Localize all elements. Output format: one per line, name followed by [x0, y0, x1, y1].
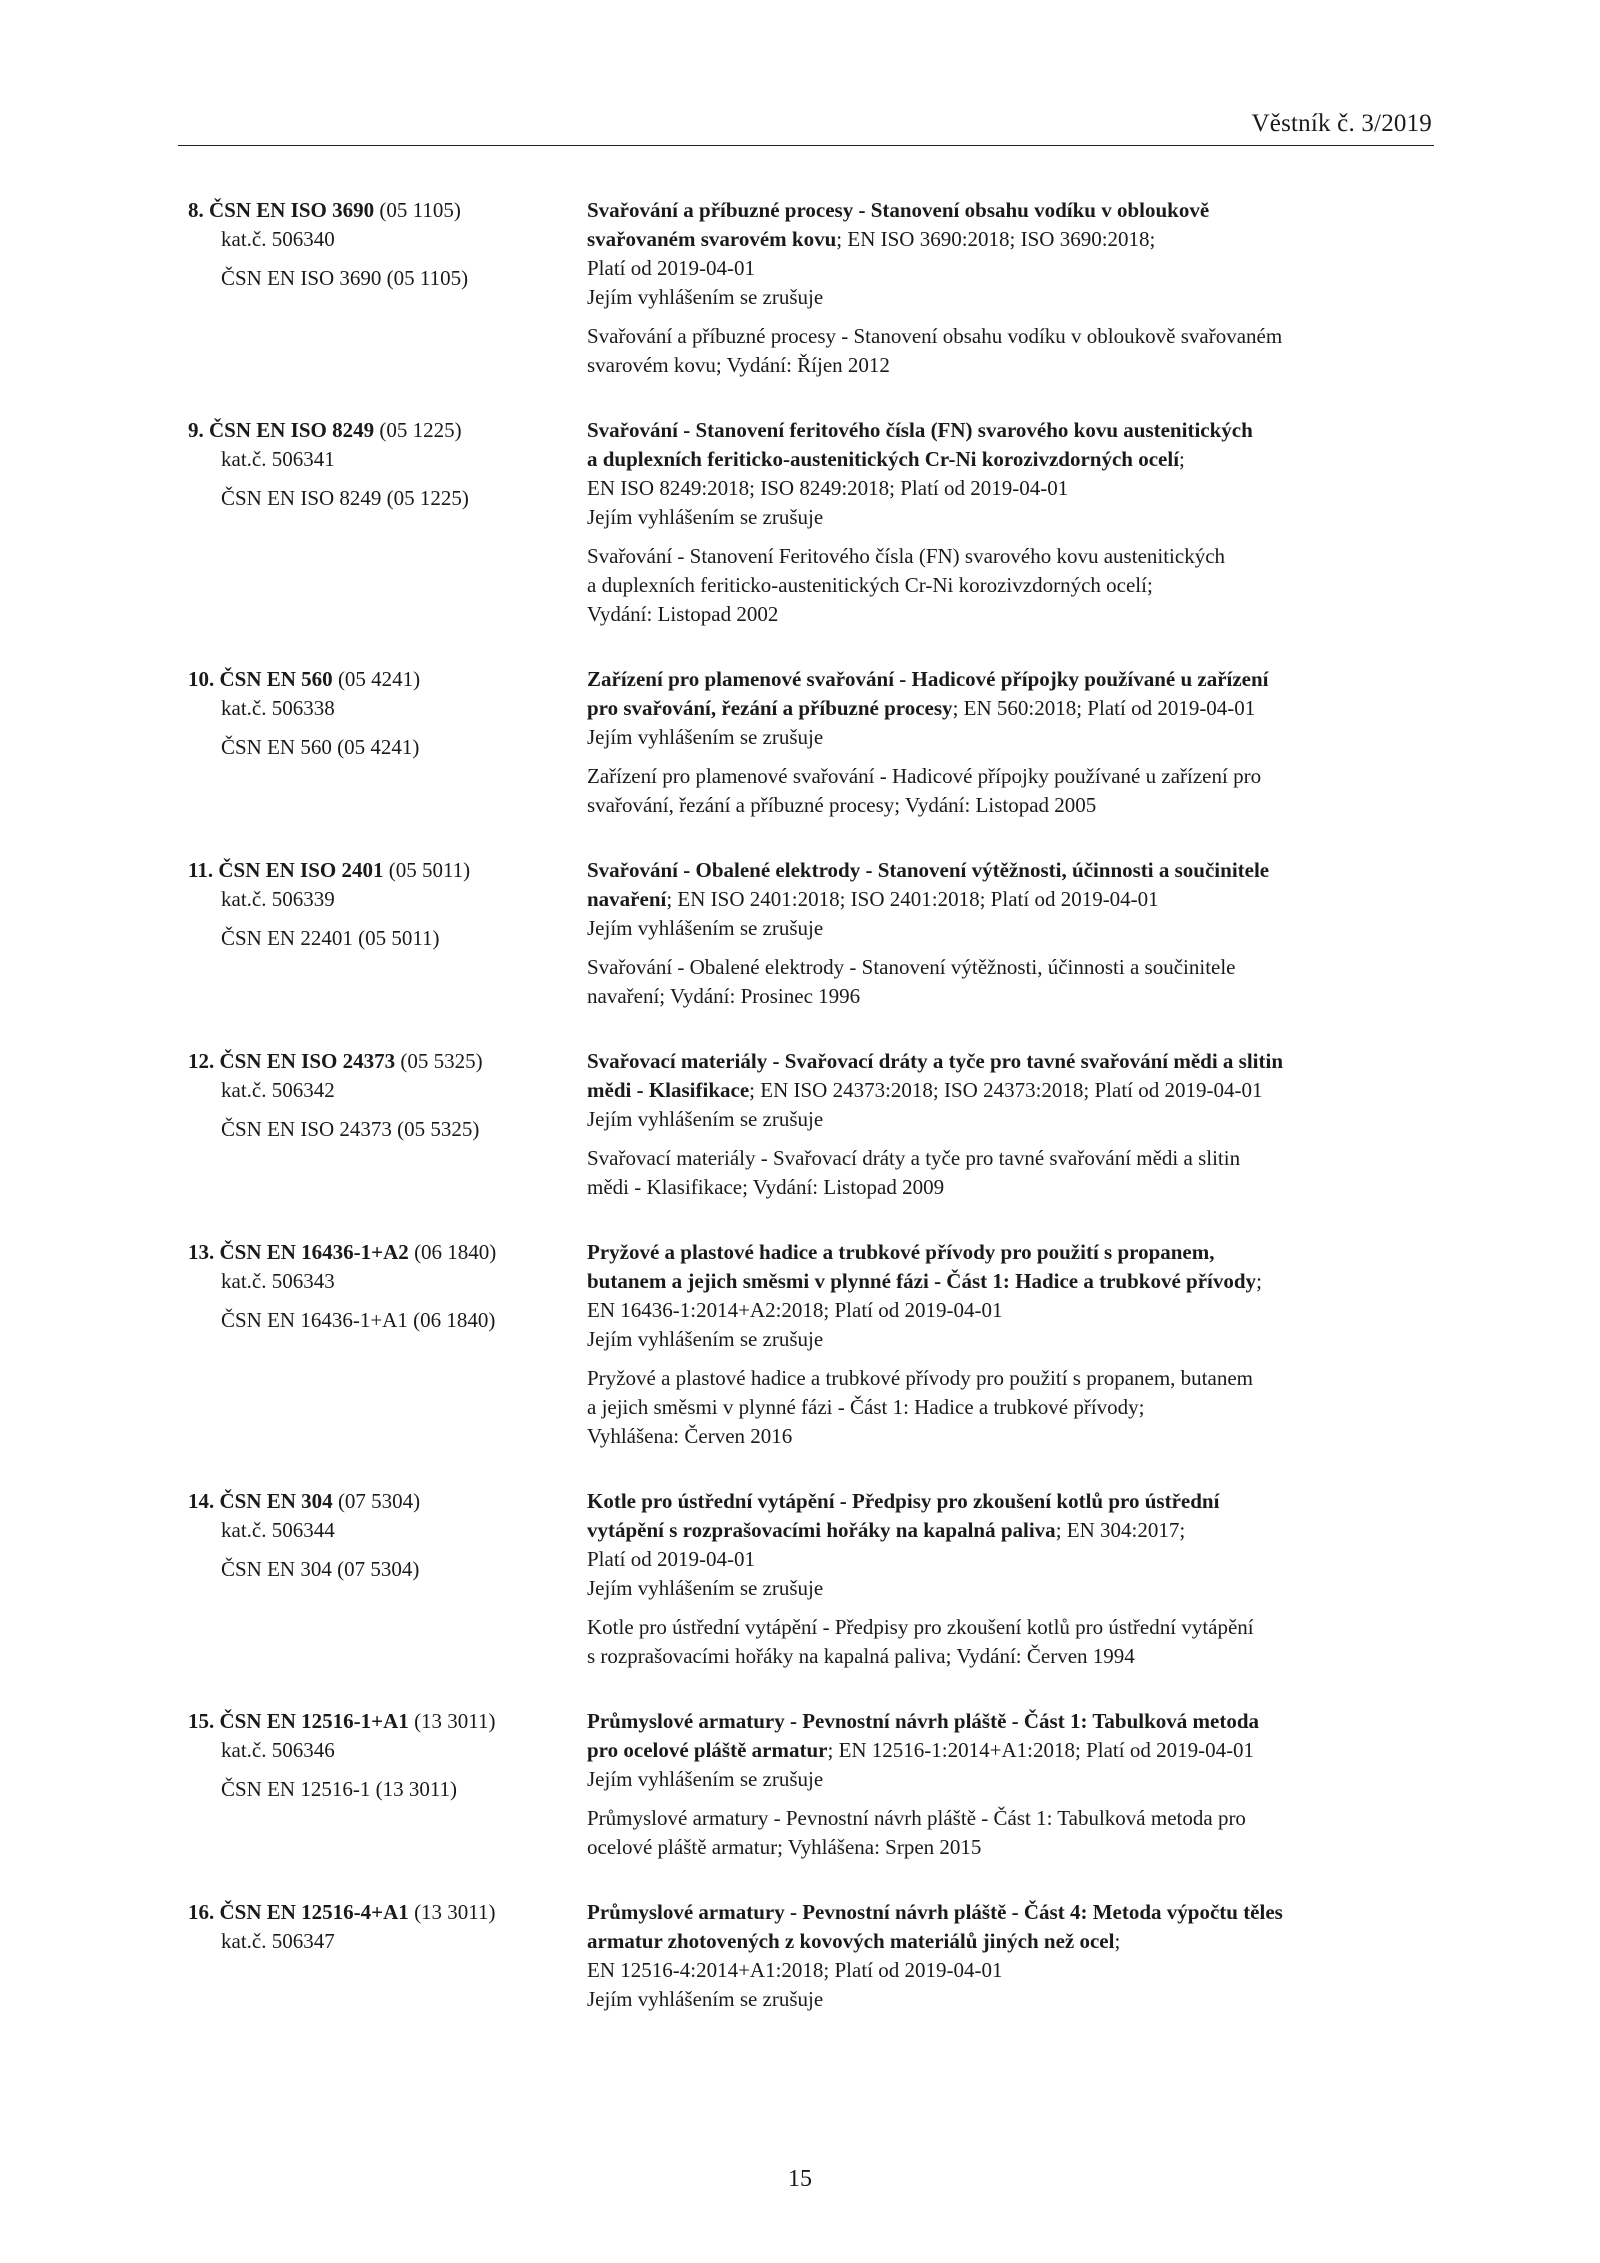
entry-number: 10.	[188, 667, 215, 691]
entry-description	[587, 856, 1438, 1011]
replaced-standard-description	[587, 322, 1438, 380]
standard-entry	[188, 1238, 1438, 1451]
standard-reference: ; EN 12516-1:2014+A1:2018; Platí od 2019-04-01	[827, 1738, 1255, 1762]
replaced-description-line: Zařízení pro plamenové svařování - Hadicové přípojky používané u zařízení pro	[587, 764, 1262, 788]
entry-description	[587, 1487, 1438, 1671]
standard-code: ČSN EN 560	[219, 667, 333, 691]
replaced-standard-code: ČSN EN ISO 8249 (05 1225)	[221, 486, 469, 510]
standard-code: ČSN EN ISO 24373	[219, 1049, 396, 1073]
replaced-standard-code: ČSN EN 22401 (05 5011)	[221, 926, 440, 950]
replaced-standard-description	[587, 1144, 1438, 1202]
entry-heading	[188, 1047, 587, 1076]
entry-number: 14.	[188, 1489, 215, 1513]
entry-number: 15.	[188, 1709, 215, 1733]
standard-title-line: Svařování - Obalené elektrody - Stanovení výtěžnosti, účinnosti a součinitele	[587, 858, 1270, 882]
classification-code: (05 1225)	[379, 418, 462, 442]
replaced-description-line: Svařování - Stanovení Feritového čísla (FN) svarového kovu austenitických	[587, 544, 1226, 568]
standard-title-line: navaření	[587, 887, 667, 911]
replaced-description-line: navaření; Vydání: Prosinec 1996	[587, 984, 861, 1008]
standard-title-block	[587, 1898, 1438, 1956]
standard-reference: ;	[1256, 1269, 1262, 1293]
entry-description	[587, 1707, 1438, 1862]
entry-heading	[188, 856, 587, 885]
standard-title-line: armatur zhotovených z kovových materiálů jiných než ocel	[587, 1929, 1115, 1953]
entry-description	[587, 1898, 1438, 2014]
catalog-number: kat.č. 506338	[221, 696, 335, 720]
replaced-description-line: Pryžové a plastové hadice a trubkové přívody pro použití s propanem, butanem	[587, 1366, 1253, 1390]
standard-title-line: Průmyslové armatury - Pevnostní návrh pláště - Část 1: Tabulková metoda	[587, 1709, 1260, 1733]
entry-heading	[188, 1487, 587, 1516]
standard-reference: ;	[1179, 447, 1185, 471]
entry-number: 11.	[188, 858, 214, 882]
entry-number: 9.	[188, 418, 204, 442]
replaced-standard-code: ČSN EN ISO 3690 (05 1105)	[221, 266, 469, 290]
replaced-standard-description	[587, 1364, 1438, 1451]
replaced-standard-code: ČSN EN 304 (07 5304)	[221, 1557, 420, 1581]
validity-info-line: Jejím vyhlášením se zrušuje	[587, 1107, 824, 1131]
entry-description	[587, 416, 1438, 629]
catalog-number: kat.č. 506342	[221, 1078, 335, 1102]
standard-reference: ;	[1114, 1929, 1121, 1953]
standard-code: ČSN EN 304	[219, 1489, 333, 1513]
entry-number: 8.	[188, 198, 204, 222]
classification-code: (05 4241)	[337, 667, 421, 691]
standard-title-block	[587, 416, 1438, 474]
standard-title-line: butanem a jejich směsmi v plynné fázi - Část 1: Hadice a trubkové přívody	[587, 1269, 1257, 1293]
replaced-description-line: Vyhlášena: Červen 2016	[587, 1424, 793, 1448]
replaced-description-line: a duplexních feriticko-austenitických Cr-Ni korozivzdorných ocelí;	[587, 573, 1153, 597]
standard-title-line: Pryžové a plastové hadice a trubkové přívody pro použití s propanem,	[587, 1240, 1215, 1264]
replaced-description-line: Svařování - Obalené elektrody - Stanovení výtěžnosti, účinnosti a součinitele	[587, 955, 1236, 979]
standard-title-line: Zařízení pro plamenové svařování - Hadicové přípojky používané u zařízení	[587, 667, 1269, 691]
standard-title-block	[587, 1707, 1438, 1765]
standard-entry	[188, 1047, 1438, 1202]
standard-code: ČSN EN ISO 3690	[209, 198, 375, 222]
standard-entry	[188, 856, 1438, 1011]
standard-title-line: Svařování a příbuzné procesy - Stanovení obsahu vodíku v obloukově	[587, 198, 1210, 222]
entry-description	[587, 1047, 1438, 1202]
validity-info-line: Jejím vyhlášením se zrušuje	[587, 1987, 824, 2011]
entry-heading	[188, 196, 587, 225]
entry-heading	[188, 1707, 587, 1736]
standard-title-line: a duplexních feriticko-austenitických Cr-Ni korozivzdorných ocelí	[587, 447, 1180, 471]
standard-entry	[188, 1707, 1438, 1862]
standard-reference: ; EN ISO 3690:2018; ISO 3690:2018;	[836, 227, 1156, 251]
validity-info-line: Jejím vyhlášením se zrušuje	[587, 285, 824, 309]
replaced-standard-description	[587, 542, 1438, 629]
standard-entry	[188, 196, 1438, 380]
standard-reference: ; EN ISO 2401:2018; ISO 2401:2018; Platí od 2019-04-01	[666, 887, 1159, 911]
catalog-number: kat.č. 506340	[221, 227, 335, 251]
catalog-number: kat.č. 506343	[221, 1269, 335, 1293]
standard-title-block	[587, 856, 1438, 914]
standard-title-block	[587, 1238, 1438, 1296]
entry-identifiers	[188, 1487, 587, 1671]
entry-description	[587, 196, 1438, 380]
standard-reference: ; EN 560:2018; Platí od 2019-04-01	[952, 696, 1256, 720]
replaced-standard-code: ČSN EN 16436-1+A1 (06 1840)	[221, 1308, 496, 1332]
replaced-description-line: Kotle pro ústřední vytápění - Předpisy pro zkoušení kotlů pro ústřední vytápění	[587, 1615, 1254, 1639]
standard-entry	[188, 416, 1438, 629]
entry-identifiers	[188, 1238, 587, 1451]
entry-identifiers	[188, 1047, 587, 1202]
standard-title-line: pro ocelové pláště armatur	[587, 1738, 828, 1762]
replaced-description-line: svařování, řezání a příbuzné procesy; Vydání: Listopad 2005	[587, 793, 1097, 817]
classification-code: (05 5011)	[388, 858, 471, 882]
validity-info-line: Platí od 2019-04-01	[587, 1547, 755, 1571]
standard-code: ČSN EN 12516-4+A1	[219, 1900, 409, 1924]
replaced-standard-description	[587, 1613, 1438, 1671]
entry-heading	[188, 1898, 587, 1927]
page-number: 15	[788, 2166, 812, 2192]
entry-heading	[188, 1238, 587, 1267]
validity-info-line: Jejím vyhlášením se zrušuje	[587, 505, 824, 529]
catalog-number: kat.č. 506339	[221, 887, 335, 911]
replaced-description-line: a jejich směsmi v plynné fázi - Část 1: Hadice a trubkové přívody;	[587, 1395, 1145, 1419]
standard-entry	[188, 665, 1438, 820]
replaced-description-line: Průmyslové armatury - Pevnostní návrh pláště - Část 1: Tabulková metoda pro	[587, 1806, 1246, 1830]
standards-list	[188, 196, 1438, 2014]
catalog-number: kat.č. 506344	[221, 1518, 335, 1542]
entry-heading	[188, 665, 587, 694]
standard-reference: ; EN ISO 24373:2018; ISO 24373:2018; Platí od 2019-04-01	[749, 1078, 1263, 1102]
replaced-description-line: Svařovací materiály - Svařovací dráty a tyče pro tavné svařování mědi a slitin	[587, 1146, 1241, 1170]
standard-code: ČSN EN 12516-1+A1	[219, 1709, 409, 1733]
validity-info-line: EN 16436-1:2014+A2:2018; Platí od 2019-04-01	[587, 1298, 1003, 1322]
validity-info-line: Platí od 2019-04-01	[587, 256, 755, 280]
entry-heading	[188, 416, 587, 445]
entry-identifiers	[188, 1898, 587, 2014]
validity-info-line: Jejím vyhlášením se zrušuje	[587, 1576, 824, 1600]
catalog-number: kat.č. 506346	[221, 1738, 335, 1762]
classification-code: (05 1105)	[379, 198, 461, 222]
entry-description	[587, 665, 1438, 820]
classification-code: (13 3011)	[414, 1900, 496, 1924]
header-divider	[178, 145, 1434, 146]
standard-entry	[188, 1487, 1438, 1671]
validity-info-line: Jejím vyhlášením se zrušuje	[587, 1767, 824, 1791]
standard-title-line: Svařovací materiály - Svařovací dráty a tyče pro tavné svařování mědi a slitin	[587, 1049, 1284, 1073]
standard-code: ČSN EN ISO 2401	[218, 858, 384, 882]
standard-title-block	[587, 1487, 1438, 1545]
validity-info-line: EN 12516-4:2014+A1:2018; Platí od 2019-04-01	[587, 1958, 1003, 1982]
standard-code: ČSN EN 16436-1+A2	[219, 1240, 409, 1264]
standard-title-block	[587, 196, 1438, 254]
standard-title-line: Svařování - Stanovení feritového čísla (FN) svarového kovu austenitických	[587, 418, 1253, 442]
standard-title-line: vytápění s rozprašovacími hořáky na kapalná paliva	[587, 1518, 1056, 1542]
page-header-title: Věstník č. 3/2019	[1251, 110, 1432, 137]
standard-title-block	[587, 1047, 1438, 1105]
replaced-standard-description	[587, 762, 1438, 820]
replaced-description-line: Vydání: Listopad 2002	[587, 602, 779, 626]
validity-info-line: Jejím vyhlášením se zrušuje	[587, 725, 824, 749]
classification-code: (13 3011)	[414, 1709, 496, 1733]
entry-identifiers	[188, 196, 587, 380]
replaced-description-line: svarovém kovu; Vydání: Říjen 2012	[587, 353, 890, 377]
classification-code: (07 5304)	[337, 1489, 421, 1513]
catalog-number: kat.č. 506347	[221, 1929, 335, 1953]
standard-title-line: mědi - Klasifikace	[587, 1078, 750, 1102]
standard-title-line: Průmyslové armatury - Pevnostní návrh pláště - Část 4: Metoda výpočtu těles	[587, 1900, 1283, 1924]
entry-number: 12.	[188, 1049, 215, 1073]
entry-number: 13.	[188, 1240, 215, 1264]
validity-info-line: EN ISO 8249:2018; ISO 8249:2018; Platí od 2019-04-01	[587, 476, 1069, 500]
standard-title-line: pro svařování, řezání a příbuzné procesy	[587, 696, 953, 720]
entry-identifiers	[188, 856, 587, 1011]
entry-identifiers	[188, 1707, 587, 1862]
replaced-standard-code: ČSN EN ISO 24373 (05 5325)	[221, 1117, 480, 1141]
replaced-standard-description	[587, 953, 1438, 1011]
standard-entry	[188, 1898, 1438, 2014]
entry-number: 16.	[188, 1900, 215, 1924]
entry-identifiers	[188, 665, 587, 820]
standard-title-line: svařovaném svarovém kovu	[587, 227, 837, 251]
replaced-description-line: Svařování a příbuzné procesy - Stanovení obsahu vodíku v obloukově svařovaném	[587, 324, 1283, 348]
entry-identifiers	[188, 416, 587, 629]
standard-title-line: Kotle pro ústřední vytápění - Předpisy pro zkoušení kotlů pro ústřední	[587, 1489, 1220, 1513]
entry-description	[587, 1238, 1438, 1451]
validity-info-line: Jejím vyhlášením se zrušuje	[587, 916, 824, 940]
replaced-standard-code: ČSN EN 12516-1 (13 3011)	[221, 1777, 458, 1801]
replaced-standard-code: ČSN EN 560 (05 4241)	[221, 735, 420, 759]
standard-code: ČSN EN ISO 8249	[209, 418, 375, 442]
classification-code: (06 1840)	[414, 1240, 497, 1264]
replaced-description-line: ocelové pláště armatur; Vyhlášena: Srpen 2015	[587, 1835, 982, 1859]
replaced-standard-description	[587, 1804, 1438, 1862]
standard-reference: ; EN 304:2017;	[1055, 1518, 1186, 1542]
catalog-number: kat.č. 506341	[221, 447, 335, 471]
standard-title-block	[587, 665, 1438, 723]
validity-info-line: Jejím vyhlášením se zrušuje	[587, 1327, 824, 1351]
classification-code: (05 5325)	[400, 1049, 483, 1073]
replaced-description-line: s rozprašovacími hořáky na kapalná paliva; Vydání: Červen 1994	[587, 1644, 1135, 1668]
replaced-description-line: mědi - Klasifikace; Vydání: Listopad 2009	[587, 1175, 945, 1199]
